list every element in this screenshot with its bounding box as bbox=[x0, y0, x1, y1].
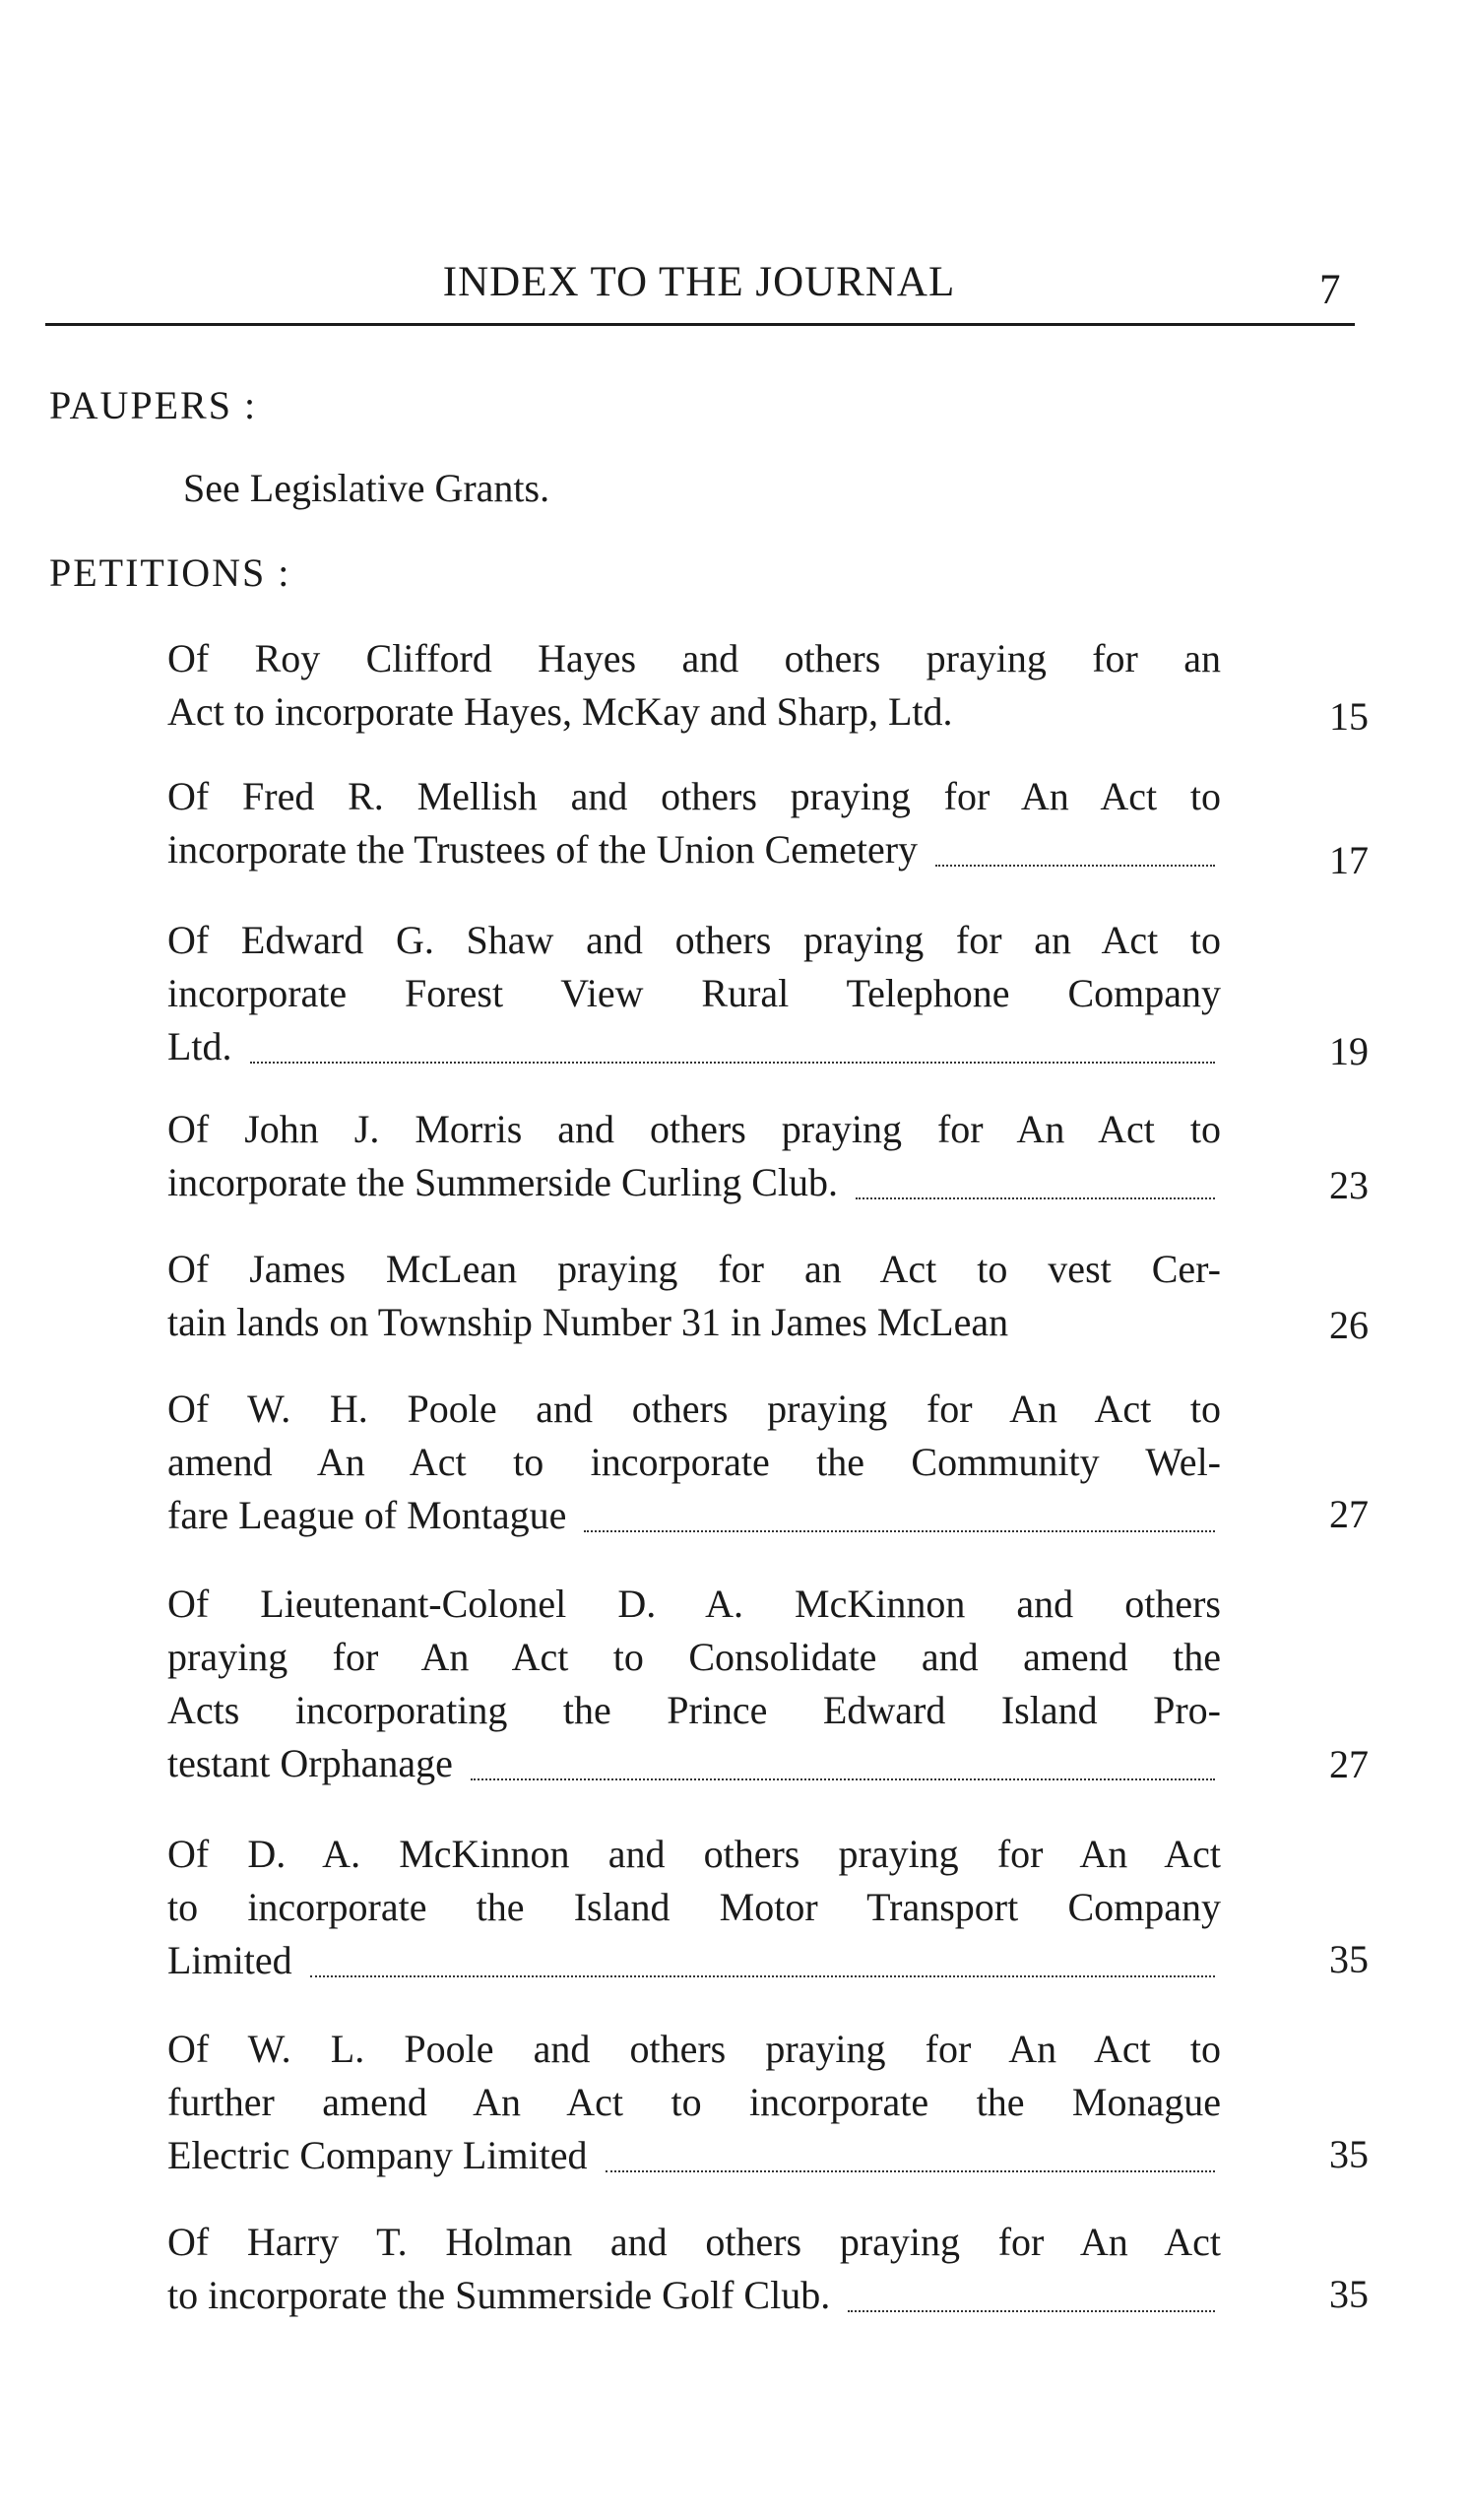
entry-page-number: 27 bbox=[1329, 1492, 1369, 1536]
entry-line: tain lands on Township Number 31 in James McLean bbox=[167, 1300, 1009, 1344]
entry-line: testant Orphanage bbox=[167, 1737, 1221, 1790]
entry-page-number: 17 bbox=[1329, 838, 1369, 882]
entry-line: Of Lieutenant-Colonel D. A. McKinnon and others bbox=[167, 1582, 1221, 1626]
dot-leader bbox=[606, 2170, 1215, 2172]
see-reference: See Legislative Grants. bbox=[183, 466, 550, 510]
index-entry bbox=[167, 770, 1221, 876]
header-rule bbox=[45, 323, 1355, 326]
entry-line: Of Harry T. Holman and others praying for An Act bbox=[167, 2220, 1221, 2264]
index-entry bbox=[167, 914, 1221, 1073]
entry-line: incorporate Forest View Rural Telephone Company bbox=[167, 971, 1221, 1015]
dot-leader bbox=[848, 2310, 1215, 2312]
dot-leader bbox=[310, 1975, 1215, 1977]
entry-page-number: 35 bbox=[1329, 2132, 1369, 2176]
section-heading-petitions: PETITIONS : bbox=[49, 550, 291, 595]
index-entry bbox=[167, 2216, 1221, 2322]
dot-leader bbox=[935, 865, 1215, 867]
entry-line: fare League of Montague bbox=[167, 1489, 1221, 1542]
dot-leader bbox=[856, 1197, 1215, 1199]
section-heading-paupers: PAUPERS : bbox=[49, 383, 258, 427]
entry-page-number: 15 bbox=[1329, 694, 1369, 739]
index-entry bbox=[167, 2023, 1221, 2182]
entry-line: Of W. H. Poole and others praying for An Act to bbox=[167, 1387, 1221, 1431]
entry-page-number: 26 bbox=[1329, 1303, 1369, 1347]
entry-page-number: 23 bbox=[1329, 1163, 1369, 1207]
entry-line: Of W. L. Poole and others praying for An Act to bbox=[167, 2027, 1221, 2071]
entry-line: Ltd. bbox=[167, 1020, 1221, 1073]
entry-line: praying for An Act to Consolidate and amend the bbox=[167, 1635, 1221, 1679]
entry-line: Of Edward G. Shaw and others praying for an Act to bbox=[167, 918, 1221, 962]
dot-leader bbox=[250, 1062, 1215, 1064]
entry-line: further amend An Act to incorporate the Monague bbox=[167, 2080, 1221, 2124]
entry-page-number: 35 bbox=[1329, 2272, 1369, 2316]
page-title: INDEX TO THE JOURNAL bbox=[442, 259, 956, 305]
entry-line: incorporate the Summerside Curling Club. bbox=[167, 1156, 1221, 1209]
entry-line: Acts incorporating the Prince Edward Island Pro- bbox=[167, 1688, 1221, 1732]
entry-line: Limited bbox=[167, 1934, 1221, 1987]
entry-page-number: 19 bbox=[1329, 1029, 1369, 1073]
running-head bbox=[0, 258, 1470, 317]
entry-line: amend An Act to incorporate the Community Wel- bbox=[167, 1440, 1221, 1484]
entry-line: Of James McLean praying for an Act to vest Cer- bbox=[167, 1247, 1221, 1291]
entry-line: Of John J. Morris and others praying for An Act to bbox=[167, 1107, 1221, 1151]
dot-leader bbox=[584, 1530, 1215, 1532]
page-number: 7 bbox=[1319, 267, 1341, 313]
entry-page-number: 35 bbox=[1329, 1937, 1369, 1981]
entry-line: Of Roy Clifford Hayes and others praying for an bbox=[167, 636, 1221, 680]
index-entry bbox=[167, 632, 1221, 739]
entry-line: Electric Company Limited bbox=[167, 2129, 1221, 2182]
index-entry bbox=[167, 1828, 1221, 1987]
index-entry bbox=[167, 1243, 1221, 1349]
dot-leader bbox=[471, 1778, 1215, 1780]
entry-line: Of D. A. McKinnon and others praying for An Act bbox=[167, 1832, 1221, 1876]
index-entry bbox=[167, 1103, 1221, 1209]
entry-line: to incorporate the Summerside Golf Club. bbox=[167, 2269, 1221, 2322]
index-entry bbox=[167, 1578, 1221, 1790]
entry-page-number: 27 bbox=[1329, 1742, 1369, 1786]
entry-line: incorporate the Trustees of the Union Cemetery bbox=[167, 823, 1221, 876]
index-entry bbox=[167, 1383, 1221, 1542]
entry-line: Act to incorporate Hayes, McKay and Sharp, Ltd. bbox=[167, 689, 953, 734]
entry-line: to incorporate the Island Motor Transport Company bbox=[167, 1885, 1221, 1929]
entry-line: Of Fred R. Mellish and others praying for An Act to bbox=[167, 774, 1221, 818]
